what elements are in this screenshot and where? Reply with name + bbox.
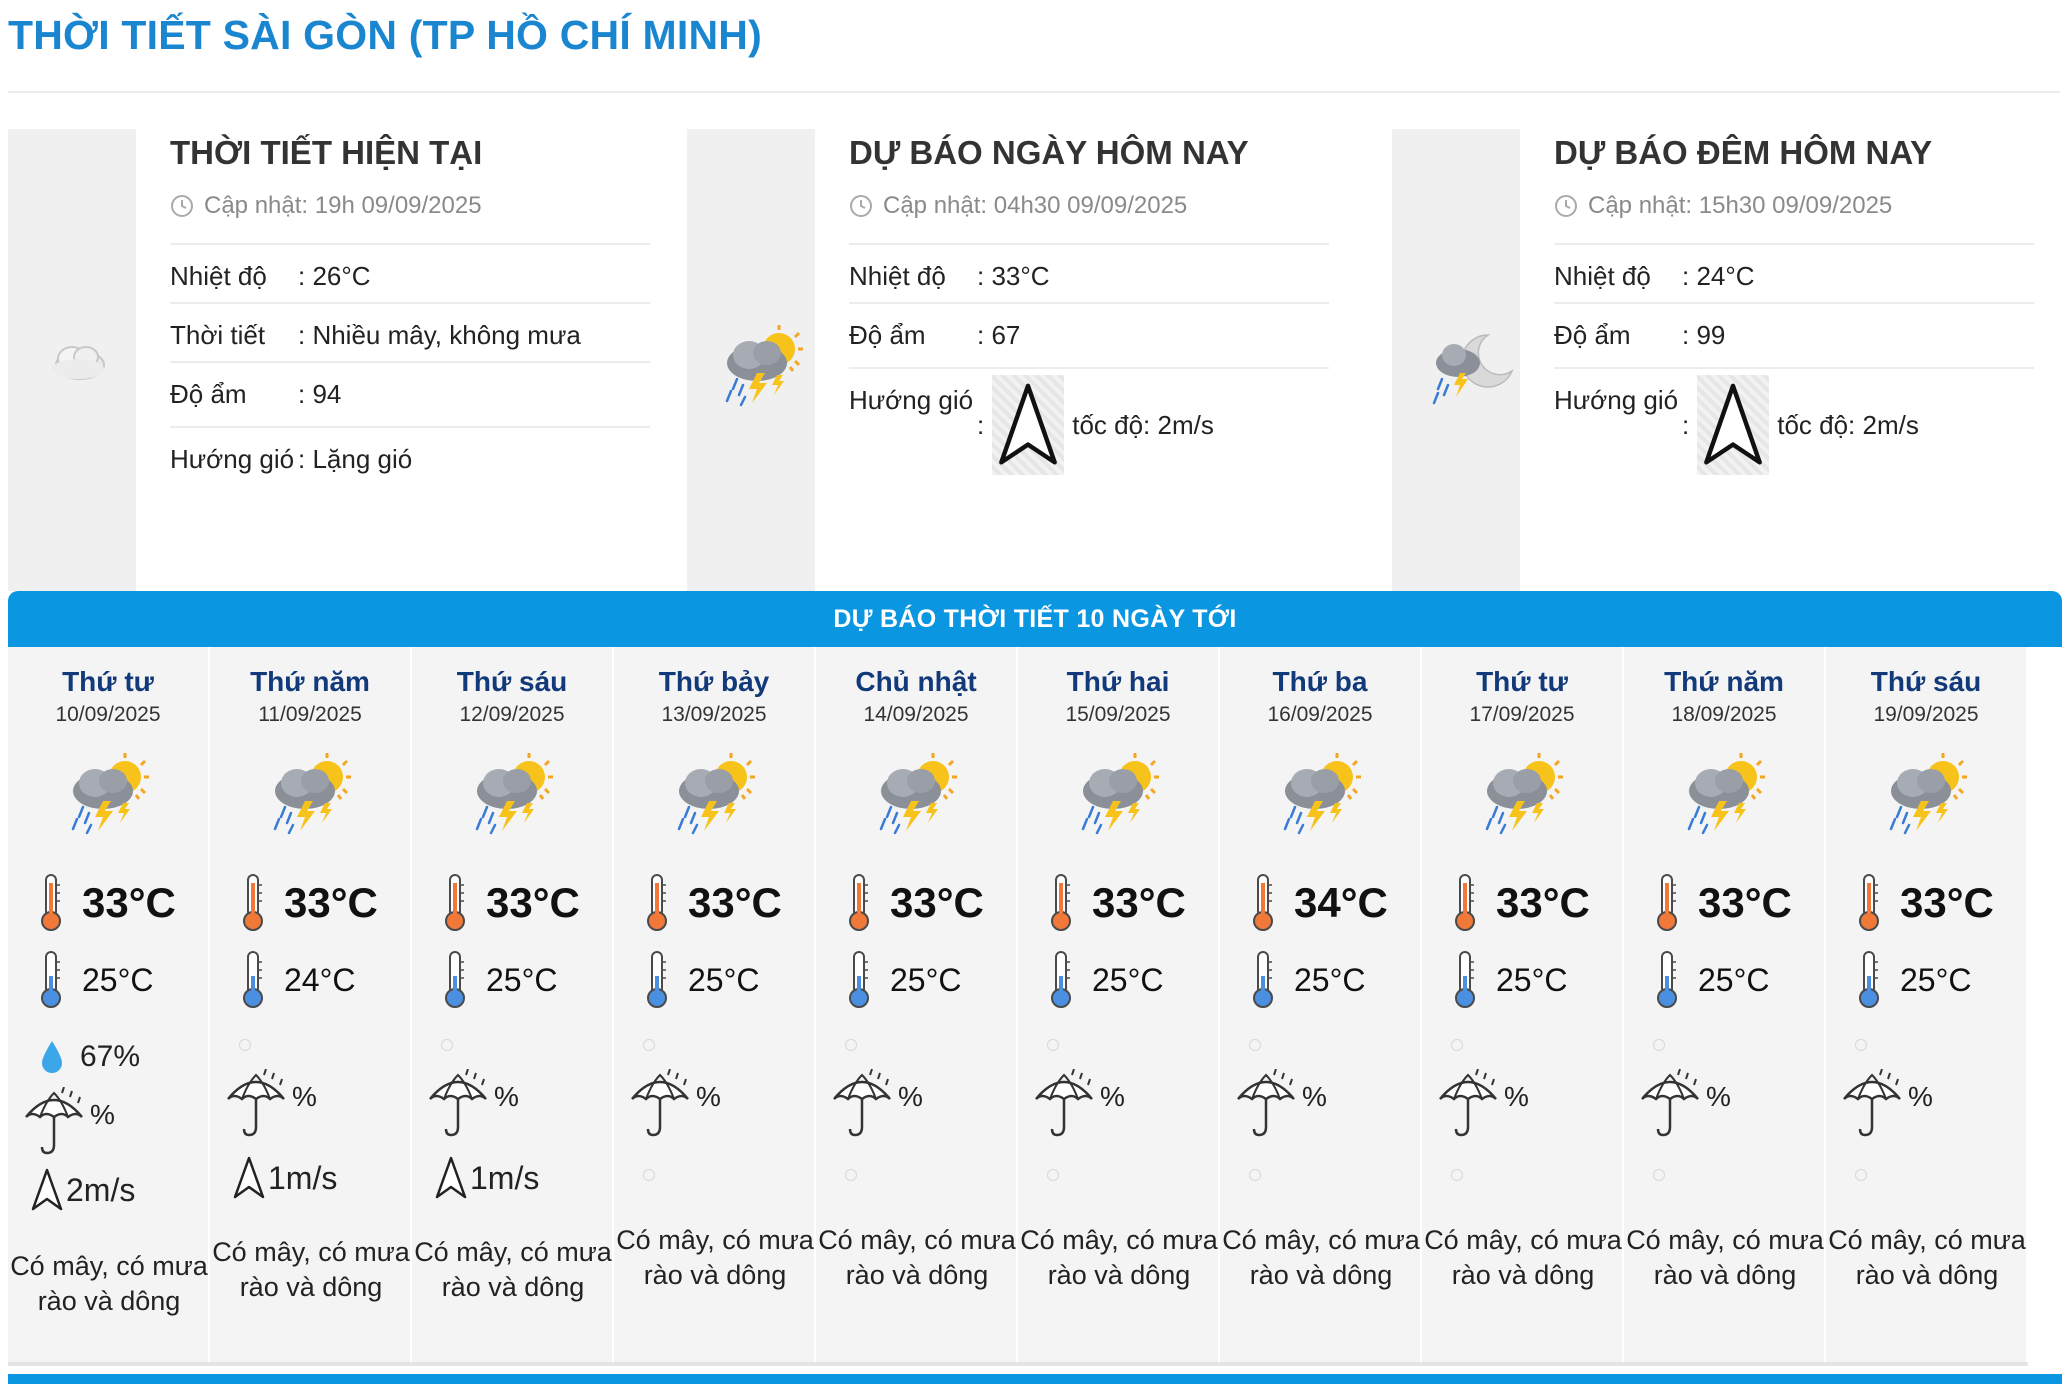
min-temperature-value: 25°C (486, 961, 558, 998)
temperature-value: : 33°C (977, 261, 1050, 291)
umbrella-icon (628, 1069, 692, 1139)
humidity-value: 67% (80, 1040, 141, 1073)
thermometer-cold-icon (846, 950, 872, 1010)
weather-label: Thời tiết (170, 320, 266, 350)
wind-colon: : (1682, 409, 1690, 440)
thunderstorm-moon-icon (1428, 319, 1518, 409)
max-temperature-value: 33°C (1698, 879, 1792, 926)
wind-label: Hướng gió (1554, 385, 1679, 415)
wind-direction-arrow-icon (992, 375, 1064, 475)
humidity-value: : 99 (1682, 320, 1726, 350)
umbrella-icon (22, 1087, 86, 1157)
thermometer-hot-icon (644, 873, 670, 933)
wind-value (1682, 369, 2034, 483)
umbrella-icon (830, 1069, 894, 1139)
day-name: Thứ ba (1272, 666, 1368, 697)
thunderstorm-sun-icon (467, 747, 557, 837)
rain-chance-value: % (494, 1081, 519, 1112)
umbrella-icon (426, 1069, 490, 1139)
rain-chance-value: % (1908, 1081, 1933, 1112)
card-title: DỰ BÁO NGÀY HÔM NAY (849, 134, 1249, 171)
thermometer-cold-icon (1452, 950, 1478, 1010)
placeholder-dot (643, 1169, 655, 1181)
thermometer-hot-icon (1856, 873, 1882, 933)
forecast-day-column (1220, 647, 1422, 1362)
humidity-row (170, 363, 650, 428)
day-name: Thứ sáu (456, 666, 568, 697)
tonight-icon-panel (1392, 129, 1520, 591)
humidity-value: : 67 (977, 320, 1021, 350)
weather-value: : Nhiều mây, không mưa (298, 320, 581, 350)
weather-description: Có mây, có mưa rào và dông (818, 1225, 1016, 1290)
max-temperature (442, 873, 580, 933)
today-forecast-card (687, 129, 1370, 591)
wind-speed: tốc độ: 2m/s (1072, 409, 1214, 440)
weather-description: Có mây, có mưa rào và dông (1020, 1225, 1218, 1290)
page-title: THỜI TIẾT SÀI GÒN (TP HỒ CHÍ MINH) (8, 12, 762, 58)
clock-icon (849, 194, 873, 218)
min-temperature (1452, 950, 1568, 1010)
rain-chance-value: % (90, 1099, 115, 1130)
wind-speed-value: 2m/s (66, 1171, 136, 1208)
rain-chance-value: % (1504, 1081, 1529, 1112)
weather-description: Có mây, có mưa rào và dông (1222, 1225, 1420, 1290)
thunderstorm-sun-icon (1881, 747, 1971, 837)
humidity-label: Độ ẩm (170, 379, 247, 409)
min-temperature (1048, 950, 1164, 1010)
thermometer-cold-icon (644, 950, 670, 1010)
min-temperature-value: 25°C (1698, 961, 1770, 998)
max-temperature-value: 33°C (82, 879, 176, 926)
min-temperature (38, 950, 154, 1010)
weather-description: Có mây, có mưa rào và dông (414, 1237, 612, 1302)
card-title: DỰ BÁO ĐÊM HÔM NAY (1554, 134, 1933, 171)
wind-arrow-icon (232, 1155, 266, 1201)
wind-arrow-icon (434, 1155, 468, 1201)
thunderstorm-sun-icon (669, 747, 759, 837)
max-temperature-value: 33°C (890, 879, 984, 926)
max-temperature (1250, 873, 1388, 933)
clock-icon (170, 194, 194, 218)
max-temperature (240, 873, 378, 933)
wind-colon: : (977, 409, 985, 440)
clock-icon (1554, 194, 1578, 218)
ten-day-forecast-header: DỰ BÁO THỜI TIẾT 10 NGÀY TỚI (8, 591, 2062, 647)
forecast-day-column (1018, 647, 1220, 1362)
wind-speed-value: 1m/s (470, 1159, 540, 1196)
thermometer-hot-icon (1654, 873, 1680, 933)
max-temperature (38, 873, 176, 933)
update-text: Cập nhật: 04h30 09/09/2025 (883, 192, 1188, 219)
thermometer-hot-icon (1250, 873, 1276, 933)
forecast-day-column (816, 647, 1018, 1362)
rain-chance (1638, 1069, 1731, 1139)
max-temperature (644, 873, 782, 933)
max-temperature-value: 33°C (486, 879, 580, 926)
umbrella-icon (1638, 1069, 1702, 1139)
rain-chance (426, 1069, 519, 1139)
day-date: 19/09/2025 (1873, 703, 1979, 726)
weather-description: Có mây, có mưa rào và dông (212, 1237, 410, 1302)
temperature-row (1554, 245, 2034, 304)
rain-chance (830, 1069, 923, 1139)
placeholder-dot (1249, 1039, 1261, 1051)
temperature-label: Nhiệt độ (1554, 261, 1651, 291)
placeholder-dot (1047, 1169, 1059, 1181)
forecast-day-column (1624, 647, 1826, 1362)
min-temperature (1250, 950, 1366, 1010)
wind-row (849, 369, 1329, 483)
placeholder-dot (1653, 1039, 1665, 1051)
day-date: 18/09/2025 (1671, 703, 1777, 726)
thermometer-hot-icon (38, 873, 64, 933)
day-date: 13/09/2025 (661, 703, 767, 726)
min-temperature (1856, 950, 1972, 1010)
weather-description: Có mây, có mưa rào và dông (1424, 1225, 1622, 1290)
temperature-value: : 26°C (298, 261, 371, 291)
weather-row (170, 304, 650, 363)
thermometer-hot-icon (442, 873, 468, 933)
temperature-row (170, 245, 650, 304)
rain-chance (1436, 1069, 1529, 1139)
update-time (849, 189, 1329, 223)
rain-chance (224, 1069, 317, 1139)
max-temperature (1654, 873, 1792, 933)
thunderstorm-sun-icon (1073, 747, 1163, 837)
min-temperature-value: 25°C (1092, 961, 1164, 998)
day-date: 15/09/2025 (1065, 703, 1171, 726)
min-temperature-value: 25°C (1294, 961, 1366, 998)
humidity (38, 1039, 140, 1075)
day-name: Thứ hai (1066, 666, 1170, 697)
ten-day-forecast-list (8, 647, 2028, 1362)
thunderstorm-sun-icon (1477, 747, 1567, 837)
rain-chance-value: % (292, 1081, 317, 1112)
thermometer-cold-icon (1654, 950, 1680, 1010)
day-name: Thứ năm (1664, 666, 1784, 697)
wind-direction-arrow-icon (1697, 375, 1769, 475)
rain-chance (1840, 1069, 1933, 1139)
rain-chance-value: % (898, 1081, 923, 1112)
wind-row (1554, 369, 2034, 483)
forecast-day-column (1826, 647, 2028, 1362)
humidity-row (849, 304, 1329, 369)
wind-speed (232, 1155, 337, 1201)
max-temperature-value: 33°C (284, 879, 378, 926)
rain-chance-value: % (1706, 1081, 1731, 1112)
temperature-label: Nhiệt độ (849, 261, 946, 291)
wind-label: Hướng gió (849, 385, 974, 415)
min-temperature-value: 25°C (82, 961, 154, 998)
wind-row (170, 428, 650, 485)
wind-speed (30, 1167, 135, 1213)
day-name: Thứ năm (250, 666, 370, 697)
wind-speed-value: 1m/s (268, 1159, 338, 1196)
humidity-row (1554, 304, 2034, 369)
update-text: Cập nhật: 19h 09/09/2025 (204, 192, 482, 219)
min-temperature-value: 25°C (1496, 961, 1568, 998)
thermometer-cold-icon (1856, 950, 1882, 1010)
rain-chance (1032, 1069, 1125, 1139)
wind-speed: tốc độ: 2m/s (1777, 409, 1919, 440)
thermometer-hot-icon (846, 873, 872, 933)
placeholder-dot (1855, 1039, 1867, 1051)
current-weather-card (8, 129, 691, 591)
day-date: 14/09/2025 (863, 703, 969, 726)
tonight-forecast-card (1392, 129, 2070, 591)
thermometer-hot-icon (1452, 873, 1478, 933)
rain-chance-value: % (1302, 1081, 1327, 1112)
day-date: 10/09/2025 (55, 703, 161, 726)
thunderstorm-sun-icon (1679, 747, 1769, 837)
min-temperature-value: 24°C (284, 961, 356, 998)
umbrella-icon (1840, 1069, 1904, 1139)
thunderstorm-sun-icon (871, 747, 961, 837)
current-icon-panel (8, 129, 136, 591)
min-temperature (240, 950, 356, 1010)
humidity-value: : 94 (298, 379, 342, 409)
temperature-value: : 24°C (1682, 261, 1755, 291)
placeholder-dot (845, 1169, 857, 1181)
thermometer-cold-icon (442, 950, 468, 1010)
day-date: 11/09/2025 (258, 703, 362, 726)
update-time (1554, 189, 2034, 223)
max-temperature (846, 873, 984, 933)
max-temperature-value: 33°C (1900, 879, 1994, 926)
placeholder-dot (643, 1039, 655, 1051)
placeholder-dot (1451, 1169, 1463, 1181)
humidity-label: Độ ẩm (1554, 320, 1631, 350)
max-temperature-value: 33°C (688, 879, 782, 926)
update-text: Cập nhật: 15h30 09/09/2025 (1588, 192, 1893, 219)
rain-chance-value: % (1100, 1081, 1125, 1112)
weather-description: Có mây, có mưa rào và dông (10, 1251, 208, 1316)
forecast-day-column (8, 647, 210, 1362)
min-temperature-value: 25°C (890, 961, 962, 998)
thunderstorm-sun-icon (63, 747, 153, 837)
thunderstorm-sun-icon (1275, 747, 1365, 837)
forecast-day-column (210, 647, 412, 1362)
update-time (170, 189, 650, 223)
max-temperature (1856, 873, 1994, 933)
max-temperature (1048, 873, 1186, 933)
placeholder-dot (1855, 1169, 1867, 1181)
thunderstorm-sun-icon (265, 747, 355, 837)
thermometer-hot-icon (240, 873, 266, 933)
umbrella-icon (1234, 1069, 1298, 1139)
water-drop-icon (38, 1039, 66, 1075)
day-date: 17/09/2025 (1469, 703, 1575, 726)
bottom-accent-bar (8, 1374, 2062, 1384)
wind-label: Hướng gió (170, 444, 295, 474)
min-temperature (644, 950, 760, 1010)
min-temperature (846, 950, 962, 1010)
rain-chance-value: % (696, 1081, 721, 1112)
day-name: Thứ tư (1476, 666, 1568, 697)
rain-chance (22, 1087, 115, 1157)
humidity-label: Độ ẩm (849, 320, 926, 350)
day-name: Chủ nhật (855, 666, 977, 697)
weather-description: Có mây, có mưa rào và dông (616, 1225, 814, 1290)
max-temperature (1452, 873, 1590, 933)
max-temperature-value: 34°C (1294, 879, 1388, 926)
min-temperature (442, 950, 558, 1010)
thermometer-cold-icon (240, 950, 266, 1010)
temperature-label: Nhiệt độ (170, 261, 267, 291)
weather-description: Có mây, có mưa rào và dông (1828, 1225, 2026, 1290)
min-temperature-value: 25°C (1900, 961, 1972, 998)
temperature-row (849, 245, 1329, 304)
thunderstorm-sun-icon (717, 319, 807, 409)
title-divider (8, 91, 2060, 93)
today-icon-panel (687, 129, 815, 591)
placeholder-dot (1653, 1169, 1665, 1181)
forecast-day-column (614, 647, 816, 1362)
thermometer-cold-icon (38, 950, 64, 1010)
weather-description: Có mây, có mưa rào và dông (1626, 1225, 1824, 1290)
day-name: Thứ sáu (1870, 666, 1982, 697)
max-temperature-value: 33°C (1092, 879, 1186, 926)
placeholder-dot (441, 1039, 453, 1051)
placeholder-dot (1047, 1039, 1059, 1051)
cloudy-icon (42, 329, 112, 399)
thermometer-cold-icon (1250, 950, 1276, 1010)
thermometer-cold-icon (1048, 950, 1074, 1010)
placeholder-dot (239, 1039, 251, 1051)
forecast-bottom-border (8, 1362, 2028, 1366)
wind-speed (434, 1155, 539, 1201)
day-name: Thứ tư (62, 666, 154, 697)
umbrella-icon (1032, 1069, 1096, 1139)
card-title: THỜI TIẾT HIỆN TẠI (170, 134, 483, 171)
placeholder-dot (1249, 1169, 1261, 1181)
placeholder-dot (845, 1039, 857, 1051)
thermometer-hot-icon (1048, 873, 1074, 933)
day-date: 16/09/2025 (1267, 703, 1373, 726)
min-temperature (1654, 950, 1770, 1010)
rain-chance (1234, 1069, 1327, 1139)
day-date: 12/09/2025 (459, 703, 565, 726)
wind-value (977, 369, 1329, 483)
umbrella-icon (1436, 1069, 1500, 1139)
day-name: Thứ bảy (658, 666, 770, 697)
umbrella-icon (224, 1069, 288, 1139)
forecast-day-column (1422, 647, 1624, 1362)
min-temperature-value: 25°C (688, 961, 760, 998)
placeholder-dot (1451, 1039, 1463, 1051)
wind-arrow-icon (30, 1167, 64, 1213)
wind-value: : Lặng gió (298, 444, 413, 474)
max-temperature-value: 33°C (1496, 879, 1590, 926)
forecast-day-column (412, 647, 614, 1362)
rain-chance (628, 1069, 721, 1139)
